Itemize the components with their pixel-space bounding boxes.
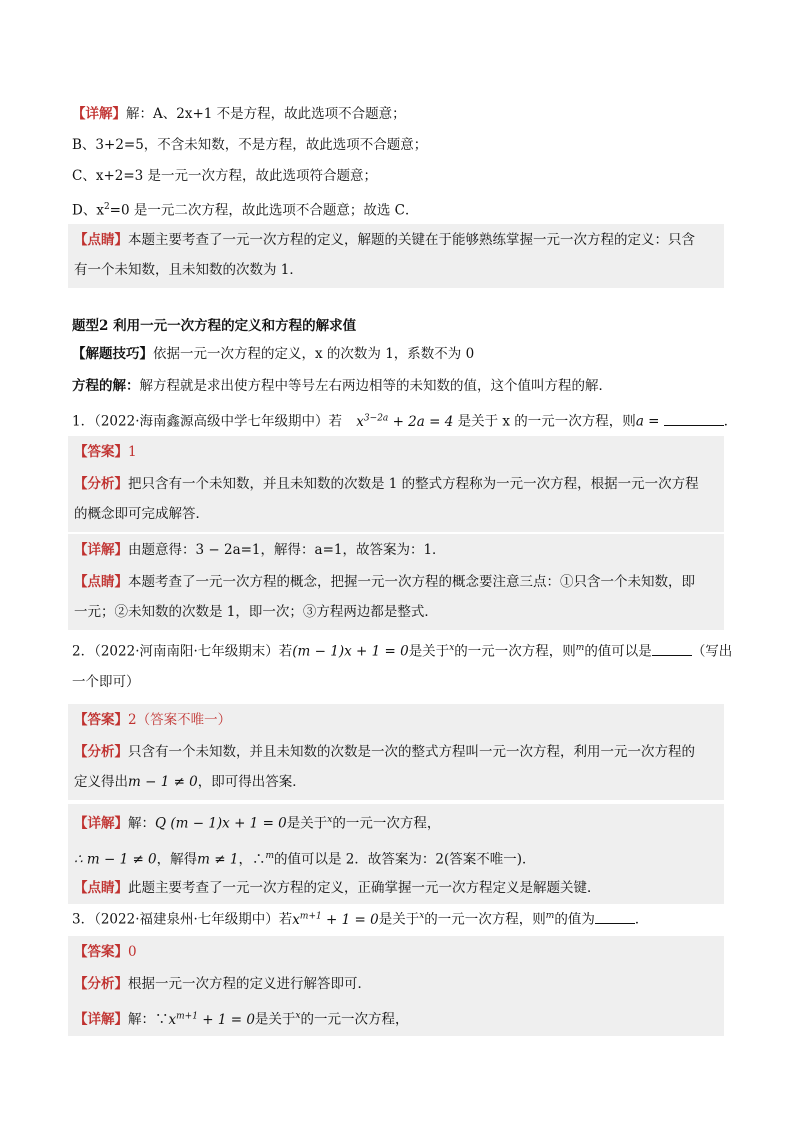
detail-tag: 【详解】 <box>72 106 126 122</box>
q2-answer: 【答案】2（答案不唯一） <box>68 704 724 736</box>
q3-detail: 【详解】解：$\because x^{m+1} + 1 = 0$是关于$^x$的一元一次方程， <box>68 1000 724 1036</box>
detail-line-c: C、x+2=3 是一元一次方程，故此选项符合题意； <box>72 168 378 184</box>
q1-stem: 1．（2022·海南鑫源高级中学七年级期中）若 $x^{3-2a} + 2a = 4$ 是关于 x 的一元一次方程，则a = ． <box>72 408 722 432</box>
q1-answer-blank[interactable] <box>664 411 724 426</box>
sol-tag: 方程的解： <box>72 378 140 394</box>
section-title: 题型2 利用一元一次方程的定义和方程的解求值 <box>72 318 357 334</box>
q3-answer: 【答案】0 <box>68 936 724 968</box>
q1-note: 【点睛】本题考查了一元一次方程的概念，把握一元一次方程的概念要注意三点：①只含一个未知数，即 一元；②未知数的次数是 1，即一次；③方程两边都是整式． <box>68 566 724 630</box>
detail-line-d: D、$x^2=0$ 是一元二次方程，故此选项不合题意；故选 C． <box>72 202 419 219</box>
tip-line <box>72 344 722 364</box>
note-box-1 <box>68 224 724 288</box>
detail-text: 解：A、2x+1 不是方程，故此选项不合题意； <box>126 106 406 122</box>
sol-text: 解方程就是求出使方程中等号左右两边相等的未知数的值，这个值叫方程的解． <box>139 378 612 394</box>
q2-note: 【点睛】此题主要考查了一元一次方程的定义，正确掌握一元一次方程定义是解题关键． <box>68 872 724 904</box>
note-text: 本题主要考查了一元一次方程的定义，解题的关键在于能够熟练掌握一元一次方程的定义：只含 <box>128 232 695 248</box>
note-tag: 【点睛】 <box>74 232 128 248</box>
q3-analysis: 【分析】根据一元一次方程的定义进行解答即可． <box>68 968 724 1000</box>
detail-line-b: B、3+2=5，不含未知数，不是方程，故此选项不合题意； <box>72 137 428 153</box>
q1-analysis: 【分析】把只含有一个未知数，并且未知数的次数是 1 的整式方程称为一元一次方程，根据一元一次方程 的概念即可完成解答． <box>68 468 724 532</box>
tip-tag: 【解题技巧】 <box>72 346 153 362</box>
q2-stem: 2．（2022·河南南阳·七年级期末）若(m − 1)x + 1 = 0是关于$^x$的一元一次方程，则$^m$的值可以是 （写出 <box>72 638 722 662</box>
q2-detail-2: ∴ m − 1 ≠ 0，解得m ≠ 1，∴$^m$的值可以是 2．故答案为：2(答案不唯一)． <box>68 840 724 876</box>
solution-def <box>72 376 722 396</box>
q3-answer-blank[interactable] <box>595 909 635 924</box>
detail-line-a <box>72 104 722 124</box>
note-text-2: 有一个未知数，且未知数的次数为 1． <box>74 262 303 278</box>
q2-analysis: 【分析】只含有一个未知数，并且未知数的次数是一次的整式方程叫一元一次方程，利用一元一次方程的 定义得出m − 1 ≠ 0，即可得出答案． <box>68 736 724 800</box>
q2-detail-1: 【详解】解：Q (m − 1)x + 1 = 0是关于$^x$的一元一次方程， <box>68 804 724 840</box>
q1-detail: 【详解】由题意得：3 − 2a=1，解得：a=1，故答案为：1． <box>68 534 724 566</box>
tip-text: 依据一元一次方程的定义，x 的次数为 1，系数不为 0 <box>153 346 475 362</box>
q1-answer: 【答案】1 <box>68 436 724 468</box>
q3-stem: 3．（2022·福建泉州·七年级期中）若$x^{m+1} + 1 = 0$是关于$^x$的一元一次方程，则$^m$的值为 ． <box>72 906 722 930</box>
q2-stem-2: 一个即可） <box>72 674 140 690</box>
q2-answer-blank[interactable] <box>652 641 692 656</box>
